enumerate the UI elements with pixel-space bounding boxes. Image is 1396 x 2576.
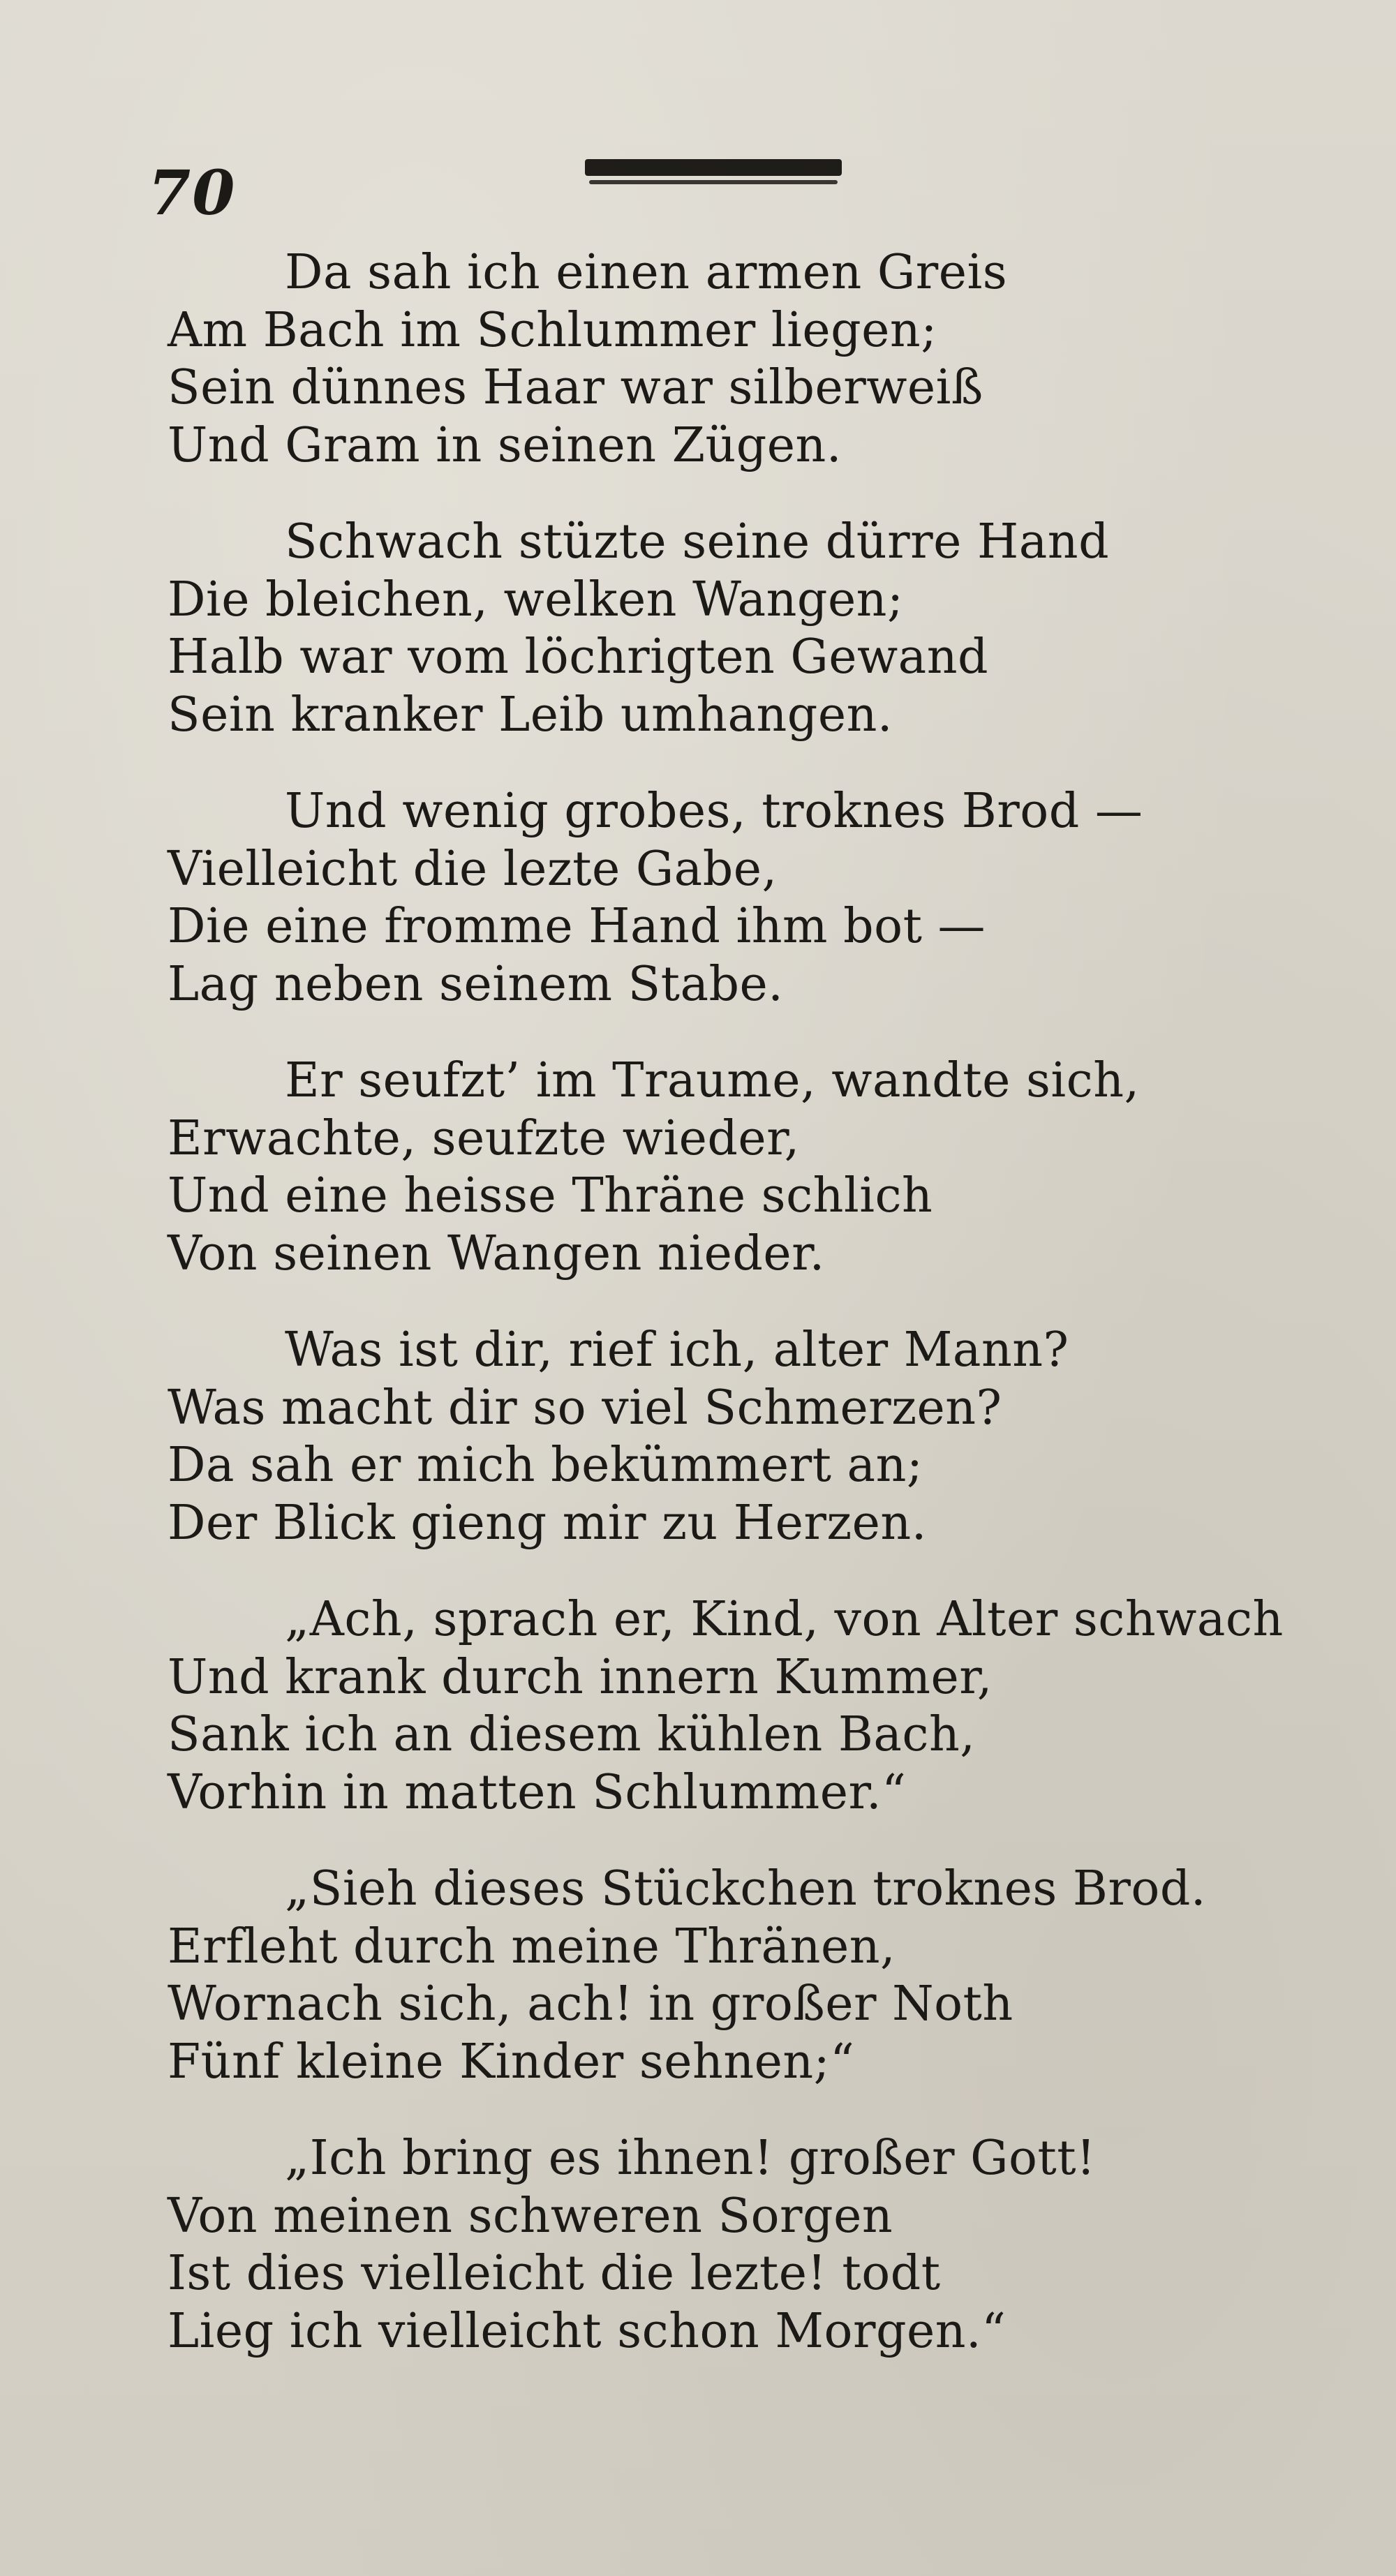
stanza [168, 1591, 1312, 1822]
verse-line: Da sah ich einen armen Greis [285, 245, 1008, 300]
verse-line: Wornach sich, ach! in großer Noth [168, 1976, 1013, 2032]
poem [168, 244, 1312, 2399]
verse-line: „Ach, sprach er, Kind, von Alter schwach [285, 1592, 1284, 1647]
verse-line: Was ist dir, rief ich, alter Mann? [285, 1323, 1069, 1378]
verse-line: Sein dünnes Haar war silberweiß [168, 360, 983, 415]
stanza [168, 2130, 1312, 2360]
verse-line: Lag neben seinem Stabe. [168, 956, 784, 1012]
stanza [168, 1861, 1312, 2091]
verse-line: Vielleicht die lezte Gabe, [168, 841, 778, 897]
verse-line: Die eine fromme Hand ihm bot — [168, 899, 986, 954]
verse-line: Schwach stüzte seine dürre Hand [285, 514, 1110, 569]
verse-line: Fünf kleine Kinder sehnen;“ [168, 2034, 855, 2090]
verse-line: Und wenig grobes, troknes Brod — [285, 784, 1143, 839]
stanza [168, 783, 1312, 1013]
verse-line: Ist dies vielleicht die lezte! todt [168, 2246, 941, 2301]
stanza [168, 1052, 1312, 1283]
header-rule [585, 159, 842, 176]
verse-line: Von meinen schweren Sorgen [168, 2188, 893, 2244]
verse-line: Er seufzt’ im Traume, wandte sich, [285, 1053, 1140, 1108]
stanza [168, 1322, 1312, 1552]
verse-line: Lieg ich vielleicht schon Morgen.“ [168, 2303, 1007, 2359]
stanza [168, 514, 1312, 744]
verse-line: „Ich bring es ihnen! großer Gott! [285, 2131, 1096, 2186]
verse-line: Der Blick gieng mir zu Herzen. [168, 1495, 927, 1551]
verse-line: Und krank durch innern Kummer, [168, 1649, 993, 1705]
verse-line: Und eine heisse Thräne schlich [168, 1168, 933, 1223]
verse-line: Am Bach im Schlummer liegen; [168, 302, 937, 358]
verse-line: Was macht dir so viel Schmerzen? [168, 1380, 1002, 1436]
stanza [168, 244, 1312, 475]
verse-line: Von seinen Wangen nieder. [168, 1226, 825, 1281]
verse-line: Da sah er mich bekümmert an; [168, 1438, 923, 1493]
page-number: 70 [148, 156, 237, 229]
verse-line: Die bleichen, welken Wangen; [168, 572, 904, 627]
verse-line: Halb war vom löchrigten Gewand [168, 630, 989, 685]
verse-line: Sein kranker Leib umhangen. [168, 687, 893, 743]
verse-line: „Sieh dieses Stückchen troknes Brod. [285, 1861, 1206, 1916]
verse-line: Erwachte, seufzte wieder, [168, 1110, 800, 1166]
verse-line: Sank ich an diesem kühlen Bach, [168, 1707, 976, 1762]
verse-line: Und Gram in seinen Zügen. [168, 417, 842, 473]
verse-line: Erfleht durch meine Thränen, [168, 1919, 896, 1974]
verse-line: Vorhin in matten Schlummer.“ [168, 1764, 907, 1820]
